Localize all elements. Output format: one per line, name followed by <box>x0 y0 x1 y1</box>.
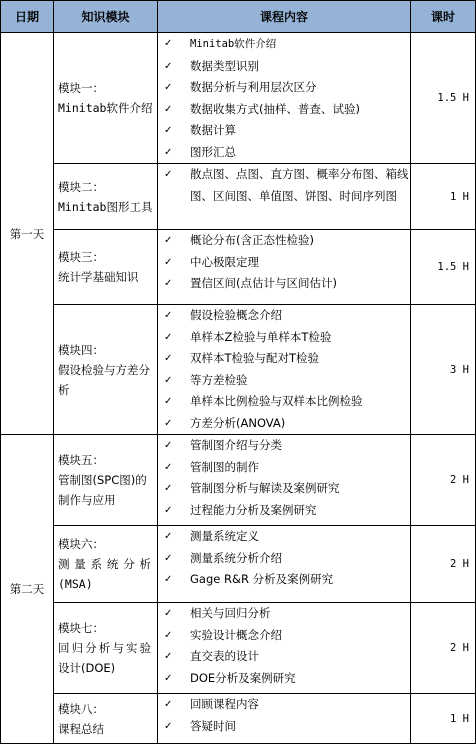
hours-cell: 1 H <box>411 694 476 744</box>
checkmark-icon: ✓ <box>164 38 173 49</box>
module-cell <box>54 230 158 305</box>
hours-cell: 2 H <box>411 435 476 526</box>
module-name-line: 回归分析与实验 <box>58 641 151 655</box>
hours-cell: 3 H <box>411 305 476 435</box>
content-item: ✓ 测量系统定义 <box>162 526 410 548</box>
content-item: ✓ 实验设计概念介绍 <box>162 625 410 647</box>
day-1-cell: 第一天 <box>1 33 54 435</box>
module-name: Minitab图形工具 <box>58 199 153 214</box>
content-item: ✓ 管制图介绍与分类 <box>162 435 410 457</box>
content-item: ✓ 答疑时间 <box>162 716 410 738</box>
module-row <box>1 694 476 744</box>
hours-cell: 1 H <box>411 164 476 230</box>
content-item: ✓ 相关与回归分析 <box>162 603 410 625</box>
content-item: ✓ 数据类型识别 <box>162 56 410 78</box>
module-title: 模块四： <box>58 342 104 357</box>
module-name: 课程总结 <box>58 721 104 736</box>
content-cell <box>158 435 411 526</box>
header-hours: 课时 <box>411 1 476 33</box>
checkmark-icon: ✓ <box>164 531 173 542</box>
checkmark-icon: ✓ <box>164 278 173 289</box>
module-cell <box>54 526 158 603</box>
checkmark-icon: ✓ <box>164 574 173 585</box>
checkmark-icon: ✓ <box>164 417 173 429</box>
module-title: 模块一： <box>58 81 104 95</box>
content-item: ✓ 单样本比例检验与双样本比例检验 <box>162 391 410 413</box>
day-2-cell: 第二天 <box>1 435 54 744</box>
checkmark-icon: ✓ <box>164 103 173 115</box>
checkmark-icon: ✓ <box>164 256 173 268</box>
module-title: 模块三： <box>58 250 104 264</box>
content-item: ✓ Gage R&R 分析及案例研究 <box>162 569 410 591</box>
checkmark-icon: ✓ <box>164 396 173 407</box>
module-name-line: 测量系统分析 <box>58 557 151 571</box>
hours-cell: 1.5 H <box>411 33 476 164</box>
checkmark-icon: ✓ <box>164 608 173 619</box>
checkmark-icon: ✓ <box>164 353 173 364</box>
content-cell <box>158 33 411 164</box>
content-cell <box>158 305 411 435</box>
content-item: ✓ 管制图分析与解读及案例研究 <box>162 478 410 500</box>
content-item: ✓ 直交表的设计 <box>162 646 410 668</box>
module-title: 模块七： <box>58 621 104 635</box>
content-item: ✓ 等方差检验 <box>162 370 410 392</box>
checkmark-icon: ✓ <box>164 461 173 473</box>
content-list <box>162 33 410 163</box>
content-cell <box>158 603 411 694</box>
header-module: 知识模块 <box>54 1 158 33</box>
module-title: 模块五： <box>58 453 104 467</box>
checkmark-icon: ✓ <box>164 440 173 451</box>
content-item: ✓ 假设检验概念介绍 <box>162 305 410 327</box>
module-name-line: 管制图(SPC图)的 <box>58 473 147 487</box>
content-item: ✓ 图形汇总 <box>162 142 410 164</box>
checkmark-icon: ✓ <box>164 374 173 386</box>
hours-cell: 2 H <box>411 526 476 603</box>
checkmark-icon: ✓ <box>164 125 173 136</box>
content-list <box>162 694 410 737</box>
module-cell <box>54 305 158 435</box>
content-item: ✓ 数据收集方式(抽样、普查、试验) <box>162 99 410 121</box>
module-title: 模块六： <box>58 537 104 551</box>
checkmark-icon: ✓ <box>164 331 173 343</box>
header-content: 课程内容 <box>158 1 411 33</box>
content-item: ✓ 概论分布(含正态性检验) <box>162 230 410 252</box>
checkmark-icon: ✓ <box>164 504 173 516</box>
checkmark-icon: ✓ <box>164 60 173 72</box>
checkmark-icon: ✓ <box>164 483 173 494</box>
module-title: 模块二： <box>58 179 104 194</box>
module-row <box>1 164 476 230</box>
module-row <box>1 230 476 305</box>
content-item: ✓ 置信区间(点估计与区间估计) <box>162 273 410 295</box>
module-cell <box>54 694 158 744</box>
content-item: ✓ DOE分析及案例研究 <box>162 668 410 690</box>
hours-cell: 2 H <box>411 603 476 694</box>
content-item: ✓ 数据分析与利用层次区分 <box>162 77 410 99</box>
content-cell <box>158 526 411 603</box>
content-item: ✓ 回顾课程内容 <box>162 694 410 716</box>
content-item: ✓ 单样本Z检验与单样本T检验 <box>162 327 410 349</box>
checkmark-icon: ✓ <box>164 629 173 641</box>
content-list <box>162 230 410 295</box>
module-row <box>1 603 476 694</box>
module-title: 模块八： <box>58 701 104 716</box>
content-list <box>162 603 410 689</box>
content-item: ✓ 数据计算 <box>162 120 410 142</box>
module-name: Minitab软件介绍 <box>58 101 153 115</box>
content-list <box>162 435 410 521</box>
checkmark-icon: ✓ <box>164 82 173 93</box>
checkmark-icon: ✓ <box>164 146 173 158</box>
content-item: ✓ Minitab软件介绍 <box>162 33 410 56</box>
checkmark-icon: ✓ <box>164 310 173 321</box>
content-list <box>162 164 410 207</box>
content-item: ✓ 散点图、点图、直方图、概率分布图、箱线图、区间图、单值图、饼图、时间序列图 <box>162 164 410 207</box>
module-name-line: 假设检验与方差分 <box>58 362 150 377</box>
module-name: 统计学基础知识 <box>58 270 139 284</box>
module-row <box>1 526 476 603</box>
header-row <box>1 1 476 33</box>
content-item: ✓ 方差分析(ANOVA) <box>162 413 410 435</box>
module-row <box>1 33 476 164</box>
checkmark-icon: ✓ <box>164 651 173 662</box>
checkmark-icon: ✓ <box>164 699 173 710</box>
checkmark-icon: ✓ <box>164 672 173 684</box>
module-name-line: 析 <box>58 382 70 397</box>
module-name-line: 制作与应用 <box>58 493 116 507</box>
content-list <box>162 526 410 591</box>
module-cell <box>54 164 158 230</box>
module-cell <box>54 603 158 694</box>
content-cell <box>158 230 411 305</box>
module-row <box>1 435 476 526</box>
module-cell <box>54 33 158 164</box>
content-cell <box>158 164 411 230</box>
header-date: 日期 <box>1 1 54 33</box>
content-item: ✓ 测量系统分析介绍 <box>162 548 410 570</box>
checkmark-icon: ✓ <box>164 552 173 564</box>
module-name-line: (MSA) <box>58 577 93 591</box>
checkmark-icon: ✓ <box>164 235 173 246</box>
content-item: ✓ 管制图的制作 <box>162 457 410 479</box>
content-list <box>162 305 410 434</box>
content-item: ✓ 中心极限定理 <box>162 252 410 274</box>
module-row <box>1 305 476 435</box>
checkmark-icon: ✓ <box>164 169 173 180</box>
content-item: ✓ 双样本T检验与配对T检验 <box>162 348 410 370</box>
module-name-line: 设计(DOE) <box>58 661 116 675</box>
checkmark-icon: ✓ <box>164 720 173 732</box>
hours-cell: 1.5 H <box>411 230 476 305</box>
content-item: ✓ 过程能力分析及案例研究 <box>162 500 410 522</box>
content-cell <box>158 694 411 744</box>
module-cell <box>54 435 158 526</box>
